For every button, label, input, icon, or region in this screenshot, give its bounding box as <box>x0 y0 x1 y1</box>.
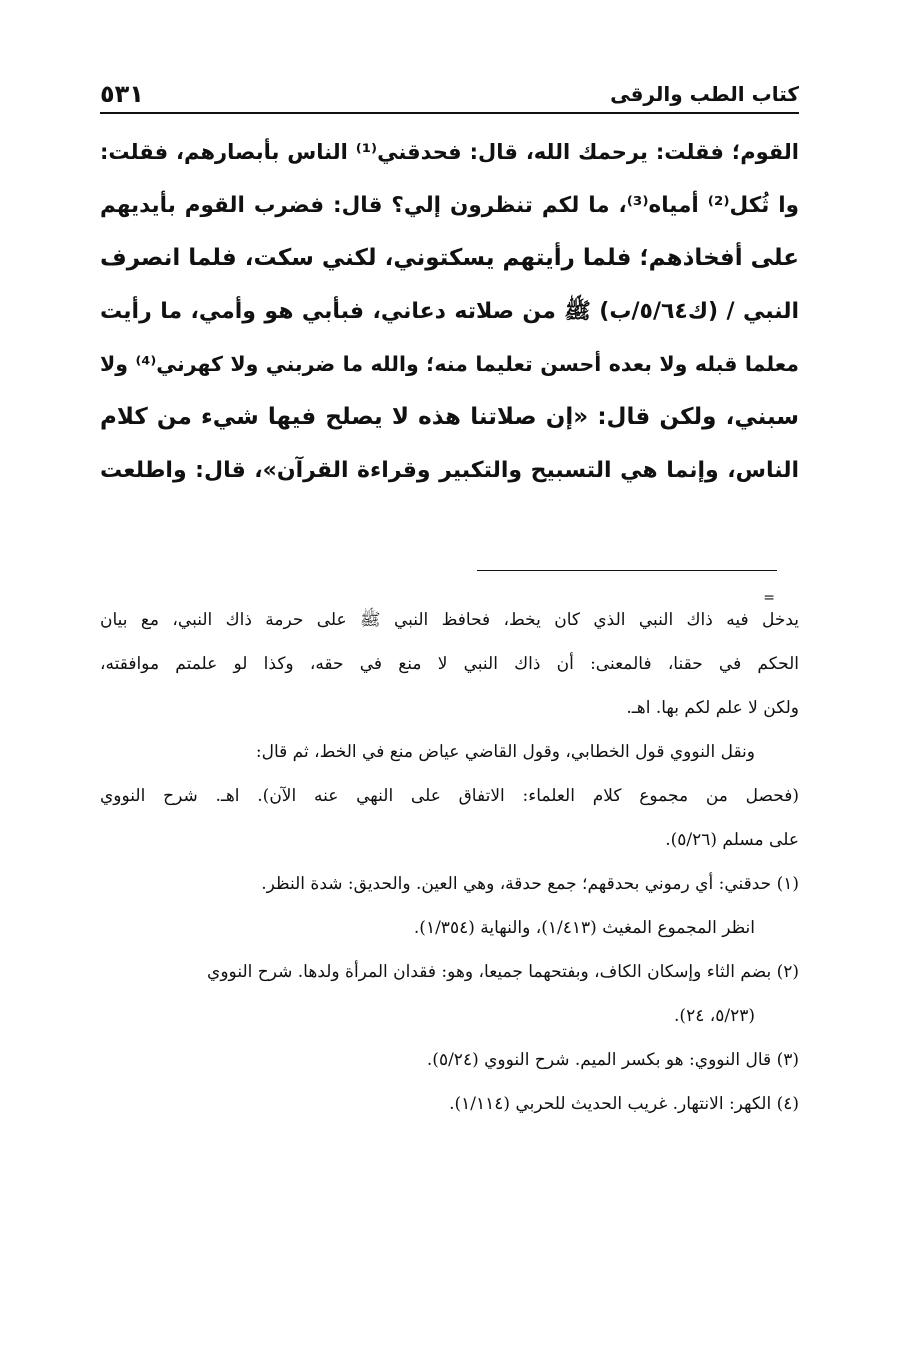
footnote-2-cont: (٥/٢٣، ٢٤). <box>674 1006 755 1026</box>
footnote-paragraph-line: على مسلم (٥/٢٦). <box>665 830 799 850</box>
main-text-line: على أفخاذهم؛ فلما رأيتهم يسكتوني، لكني سكت، فلما انصرف <box>100 245 799 271</box>
main-text-line: سبني، ولكن قال: «إن صلاتنا هذه لا يصلح فيها شيء من كلام <box>100 404 799 430</box>
footnote-2: (٢) بضم الثاء وإسكان الكاف، وبفتحهما جميعا، وهو: فقدان المرأة ولدها. شرح النووي <box>207 962 799 982</box>
footnote-continued-line: الحكم في حقنا، فالمعنى: أن ذاك النبي لا منع في حقه، وكذا لو علمتم موافقته، <box>100 654 799 674</box>
footnote-1: (١) حدقني: أي رموني بحدقهم؛ جمع حدقة، وهي العين. والحديق: شدة النظر. <box>261 874 799 894</box>
footnote-separator <box>477 570 777 571</box>
running-title: كتاب الطب والرقى <box>610 82 799 106</box>
footnote-3: (٣) قال النووي: هو بكسر الميم. شرح النووي (٥/٢٤). <box>426 1050 799 1070</box>
page-number: ٥٣١ <box>100 80 144 108</box>
footnotes-block <box>100 598 799 1126</box>
main-text-line: وا ثُكل⁽²⁾ أمياه⁽³⁾، ما لكم تنظرون إلي؟ قال: فضرب القوم بأيديهم <box>100 193 799 218</box>
footnote-1-cont: انظر المجموع المغيث (١/٤١٣)، والنهاية (١/٣٥٤). <box>413 918 755 938</box>
main-text-line: الناس، وإنما هي التسبيح والتكبير وقراءة القرآن»، قال: واطلعت <box>100 458 799 483</box>
footnote-continuation-mark: = <box>763 590 775 606</box>
footnote-paragraph-line: (فحصل من مجموع كلام العلماء: الاتفاق على النهي عنه الآن). اهـ. شرح النووي <box>100 786 799 806</box>
page-header <box>100 72 799 114</box>
footnote-4: (٤) الكهر: الانتهار. غريب الحديث للحربي (١/١١٤). <box>449 1094 799 1114</box>
footnote-continued-line: ولكن لا علم لكم بها. اهـ. <box>626 698 799 718</box>
footnote-paragraph-line: ونقل النووي قول الخطابي، وقول القاضي عياض منع في الخط، ثم قال: <box>255 742 755 762</box>
main-text-line: النبي / (ك٥/٦٤/ب) ﷺ من صلاته دعاني، فبأبي هو وأمي، ما رأيت <box>100 299 800 324</box>
footnote-continued-line: يدخل فيه ذاك النبي الذي كان يخط، فحافظ النبي ﷺ على حرمة ذاك النبي، مع بيان <box>100 610 799 630</box>
main-text-line: القوم؛ فقلت: يرحمك الله، قال: فحدقني⁽¹⁾ الناس بأبصارهم، فقلت: <box>100 140 799 164</box>
main-text-block <box>100 126 799 497</box>
main-text-line: معلما قبله ولا بعده أحسن تعليما منه؛ والله ما ضربني ولا كهرني⁽⁴⁾ ولا <box>100 352 799 376</box>
